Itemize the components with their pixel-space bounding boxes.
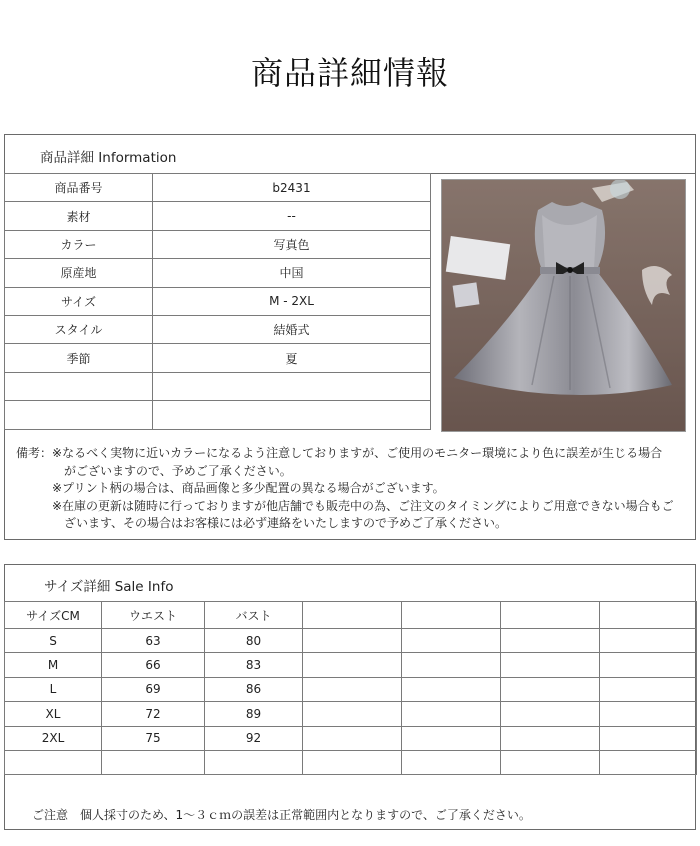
details-value: b2431 xyxy=(153,174,431,202)
size-cell xyxy=(303,750,402,774)
size-column-header: ウエスト xyxy=(102,602,205,629)
size-cell: 89 xyxy=(205,702,303,726)
size-cell xyxy=(102,750,205,774)
note-line: ※在庫の更新は随時に行っておりますが他店舗でも販売中の為、ご注文のタイミングによりご用意できない場合もご xyxy=(52,498,674,513)
details-value: 中国 xyxy=(153,259,431,287)
details-label xyxy=(5,372,153,400)
size-column-header xyxy=(402,602,501,629)
details-label: サイズ xyxy=(5,287,153,315)
size-cell xyxy=(303,702,402,726)
size-column-header xyxy=(501,602,600,629)
size-cell xyxy=(402,702,501,726)
details-label xyxy=(5,401,153,429)
details-row xyxy=(5,344,431,372)
size-cell: 83 xyxy=(205,653,303,677)
details-value: 結婚式 xyxy=(153,315,431,343)
details-value xyxy=(153,372,431,400)
size-cell xyxy=(402,629,501,653)
details-label: 商品番号 xyxy=(5,174,153,202)
size-row xyxy=(5,629,697,653)
size-cell xyxy=(501,702,600,726)
size-cell xyxy=(303,677,402,701)
size-row xyxy=(5,653,697,677)
size-cell xyxy=(402,653,501,677)
size-column-header xyxy=(600,602,697,629)
note-line: 備考：※なるべく実物に近いカラーになるよう注意しておりますが、ご使用のモニター環境により色に誤差が生じる場合 xyxy=(16,446,663,460)
size-header-row xyxy=(5,602,697,629)
size-cell xyxy=(501,653,600,677)
size-cell: 86 xyxy=(205,677,303,701)
size-table xyxy=(4,601,697,775)
caution-note: ご注意 個人採寸のため、1～３ｃｍの誤差は正常範囲内となりますので、ご了承ください。 xyxy=(32,808,531,822)
size-row xyxy=(5,726,697,750)
size-cell: 66 xyxy=(102,653,205,677)
details-value: M - 2XL xyxy=(153,287,431,315)
size-cell xyxy=(303,653,402,677)
notes-prefix: 備考： xyxy=(16,446,53,460)
size-header: サイズ詳細 Sale Info xyxy=(44,579,174,595)
size-cell xyxy=(303,629,402,653)
note-line: ※プリント柄の場合は、商品画像と多少配置の異なる場合がございます。 xyxy=(52,481,445,495)
size-cell: 69 xyxy=(102,677,205,701)
size-cell: 72 xyxy=(102,702,205,726)
details-table xyxy=(4,173,431,430)
size-row xyxy=(5,677,697,701)
details-value: -- xyxy=(153,202,431,230)
size-cell xyxy=(600,702,697,726)
size-cell xyxy=(501,629,600,653)
size-row xyxy=(5,702,697,726)
size-cell: XL xyxy=(5,702,102,726)
size-cell xyxy=(5,750,102,774)
details-label: 季節 xyxy=(5,344,153,372)
size-cell xyxy=(501,750,600,774)
details-row xyxy=(5,259,431,287)
size-cell xyxy=(205,750,303,774)
product-photo xyxy=(441,179,686,432)
details-row xyxy=(5,287,431,315)
details-row xyxy=(5,401,431,429)
size-cell xyxy=(600,629,697,653)
size-cell: 75 xyxy=(102,726,205,750)
details-value: 夏 xyxy=(153,344,431,372)
dress-image xyxy=(442,180,686,432)
size-cell xyxy=(600,653,697,677)
size-cell xyxy=(303,726,402,750)
size-cell xyxy=(501,677,600,701)
size-column-header: サイズCM xyxy=(5,602,102,629)
details-header: 商品詳細 Information xyxy=(40,150,177,166)
size-column-header: バスト xyxy=(205,602,303,629)
size-column-header xyxy=(303,602,402,629)
details-label: カラー xyxy=(5,230,153,258)
details-label: 素材 xyxy=(5,202,153,230)
details-label: 原産地 xyxy=(5,259,153,287)
size-cell: 92 xyxy=(205,726,303,750)
size-cell: S xyxy=(5,629,102,653)
page-title: 商品詳細情報 xyxy=(250,54,449,92)
size-cell xyxy=(402,750,501,774)
size-cell: 2XL xyxy=(5,726,102,750)
size-cell xyxy=(402,726,501,750)
details-row xyxy=(5,372,431,400)
size-cell xyxy=(600,750,697,774)
details-label: スタイル xyxy=(5,315,153,343)
note-line: がございますので、予めご了承ください。 xyxy=(64,463,292,478)
size-row xyxy=(5,750,697,774)
details-row xyxy=(5,174,431,202)
size-cell xyxy=(600,726,697,750)
size-cell xyxy=(402,677,501,701)
size-cell: L xyxy=(5,677,102,701)
notes-block xyxy=(16,445,684,533)
size-cell: 63 xyxy=(102,629,205,653)
details-value: 写真色 xyxy=(153,230,431,258)
details-row xyxy=(5,315,431,343)
details-value xyxy=(153,401,431,429)
size-cell: M xyxy=(5,653,102,677)
size-cell xyxy=(501,726,600,750)
size-cell: 80 xyxy=(205,629,303,653)
details-row xyxy=(5,230,431,258)
size-cell xyxy=(600,677,697,701)
note-line: ざいます、その場合はお客様には必ず連絡をいたしますので予めご了承ください。 xyxy=(64,516,508,530)
details-row xyxy=(5,202,431,230)
